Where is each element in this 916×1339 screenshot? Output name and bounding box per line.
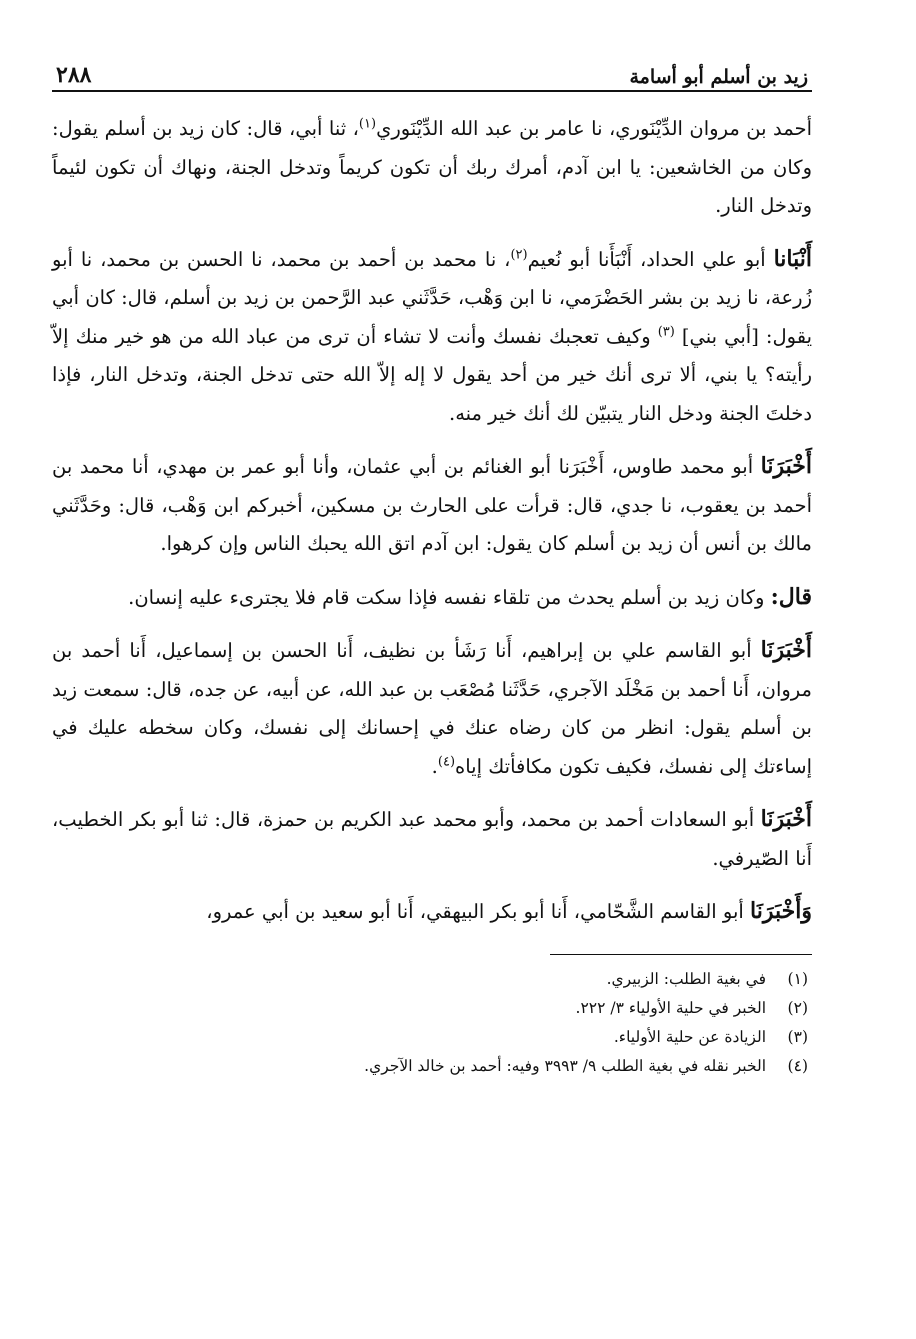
paragraph-text: أبو القاسم علي بن إبراهيم، أَنا رَشَأ بن نظيف، أَنا الحسن بن إسماعيل، أَنا أحمد بن مروان، أَنا أحمد بن مَخْلَد الآجري، حَدَّثَنا مُصْعَب بن عبد الله، عن أبيه، عن جده، قال: سمعت زيد بن أسلم يقول: انظر من كان رضاه عنك في إحسانك إلى نفسك، وكان سخطه عليك في إساءتك إلى نفسك، فكيف تكون مكافأتك إياه <box>52 639 812 778</box>
footnote-reference: (١) <box>358 116 377 132</box>
paragraph-lead-word: وَأَخْبَرَنَا <box>750 898 812 924</box>
footnote-reference: (٢) <box>510 247 528 262</box>
paragraph-text: أبو محمد طاوس، أَخْبَرَنا أبو الغنائم بن أبي عثمان، وأنا أبو عمر بن مهدي، أنا محمد بن أحمد بن يعقوب، نا جدي، قال: قرأت على الحارث بن مسكين، أخبركم ابن وَهْب، قال: وحَدَّثَني مالك بن أنس أن زيد بن أسلم كان يقول: ابن آدم اتق الله يحبك الناس وإن كرهوا. <box>52 455 812 555</box>
running-title: زيد بن أسلم أبو أسامة <box>629 66 808 88</box>
paragraph <box>52 578 812 618</box>
paragraph-text: أبو علي الحداد، أَنْبَأَنا أبو نُعيم <box>527 247 774 271</box>
footnote <box>52 1023 808 1052</box>
footnote-number: (٤) <box>787 1056 808 1075</box>
footnote <box>52 1052 808 1081</box>
paragraph-lead-word: أَخْبَرَنَا <box>760 637 812 663</box>
paragraph-text: وكان زيد بن أسلم يحدث من تلقاء نفسه فإذا سكت قام فلا يجترىء عليه إنسان. <box>128 585 771 609</box>
footnotes <box>52 965 812 1081</box>
paragraph-text: ، نا محمد بن أحمد بن محمد، نا الحسن بن محمد، نا أبو زُرعة، نا زيد بن بشر الحَضْرَمي، نا ابن وَهْب، حَدَّثَني عبد الرَّحمن بن زيد بن أسلم، قال: كان أبي يقول: [أبي بني] <box>52 247 813 348</box>
footnote-number: (١) <box>787 969 808 988</box>
footnote-number: (٢) <box>787 998 808 1017</box>
paragraph <box>52 240 812 434</box>
paragraph-lead-word: أَخْبَرَنَا <box>760 453 812 479</box>
page-number: ٢٨٨ <box>56 62 92 88</box>
paragraph <box>52 447 812 564</box>
footnote-separator <box>550 954 812 955</box>
footnote-reference: (٤) <box>437 754 456 769</box>
paragraph-text: . <box>431 754 438 778</box>
book-page <box>52 52 812 1292</box>
footnote-text: الخبر نقله في بغية الطلب ٩/ ٣٩٩٣ وفيه: أحمد بن خالد الآجري. <box>364 1056 766 1075</box>
paragraph-text: ، ثنا أبي، قال: كان زيد بن أسلم يقول: وكان من الخاشعين: يا ابن آدم، أمرك ربك أن تكون كريماً وتدخل الجنة، ونهاك أن تكون لئيماً وتدخل النار. <box>52 117 812 217</box>
paragraph-text: أبو القاسم الشَّحّامي، أَنا أبو بكر البيهقي، أَنا أبو سعيد بن أبي عمرو، <box>206 900 751 923</box>
footnote-text: في بغية الطلب: الزبيري. <box>606 969 766 988</box>
paragraph-lead-word: أَنْبَانا <box>773 245 812 272</box>
footnote-number: (٣) <box>787 1027 808 1046</box>
paragraph-text: أحمد بن مروان الدِّيْنَوري، نا عامر بن عبد الله الدِّيْنَوري <box>376 117 812 140</box>
footnote <box>52 965 808 994</box>
paragraph-lead-word: قال: <box>770 583 812 610</box>
paragraph-text: وكيف تعجبك نفسك وأنت لا تشاء أن ترى من عباد الله من هو خير منك إلاّ رأيته؟ يا بني، ألا ترى أنك خير من أحد يقول لا إله إلاّ الله حتى تدخل الجنة، وتدخل النار، فإذا دخلتَ الجنة ودخل النار يتبيّن لك أنك خير منه. <box>52 324 812 425</box>
footnote-text: الخبر في حلية الأولياء ٣/ ٢٢٢. <box>575 998 766 1017</box>
paragraph <box>52 110 812 226</box>
paragraph <box>52 892 812 932</box>
main-text <box>52 110 812 932</box>
paragraph <box>52 800 812 878</box>
paragraph-text: أبو السعادات أحمد بن محمد، وأبو محمد عبد الكريم بن حمزة، قال: ثنا أبو بكر الخطيب، أَنا الصّيرفي. <box>52 808 812 870</box>
footnote <box>52 994 808 1023</box>
footnote-text: الزيادة عن حلية الأولياء. <box>613 1027 766 1046</box>
paragraph <box>52 631 812 786</box>
running-header <box>52 52 812 92</box>
footnote-reference: (٣) <box>657 324 675 339</box>
paragraph-lead-word: أَخْبَرَنَا <box>760 806 812 832</box>
